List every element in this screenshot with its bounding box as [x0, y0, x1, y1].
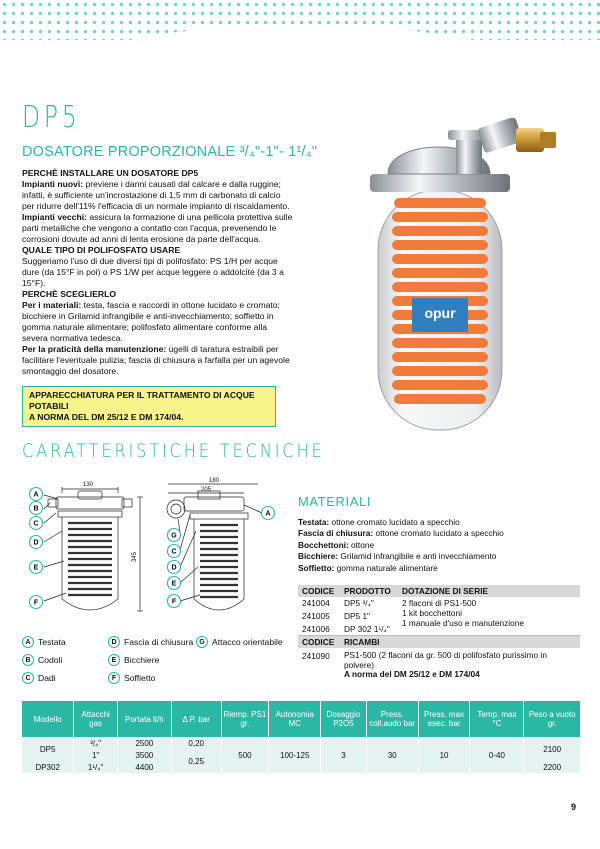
legend-item-a: A Testata — [22, 636, 66, 648]
description-text — [22, 168, 294, 377]
callout-b — [30, 502, 43, 515]
code-cell: 241004 — [302, 598, 330, 608]
legend-item-d: D Fascia di chiusura — [108, 636, 193, 648]
dim-205: 205 — [200, 487, 212, 493]
callout-d-left — [30, 536, 43, 549]
svg-text:B: B — [33, 505, 39, 513]
svg-text:E: E — [33, 564, 39, 572]
svg-text:C: C — [33, 520, 39, 528]
codes-header: CODICE PRODOTTO DOTAZIONE DI SERIE — [298, 585, 580, 597]
page-number: 9 — [571, 802, 577, 812]
product-cell: DP 302 1¹/₄" — [344, 624, 390, 634]
callout-g — [168, 529, 181, 542]
heading-why-install: PERCHÈ INSTALLARE UN DOSATORE DP5 — [22, 168, 199, 178]
svg-text:E: E — [171, 580, 177, 588]
codes-table — [298, 585, 580, 684]
paragraph-new-systems: Impianti nuovi: previene i danni causati dal calcare e dalla ruggine; infatti, è sufficiente un'incrostazione di 1,5 mm di carbonato di calcio per ridurre dell'11% l'efficacia di un normale impianto di riscaldamento. — [22, 179, 290, 211]
spec-header: Dosaggio P2O5 — [321, 701, 367, 737]
svg-text:A: A — [265, 510, 271, 518]
materials-title: MATERIALI — [298, 494, 372, 509]
paragraph-materials: Per i materiali: testa, fascia e raccordi in ottone lucidato e cromato; bicchiere in Grilamid infrangibile e anti-invecchiamento; soffietto in gomma naturale alimentare; polifosfato alimentare conforme alla severa normativa tedesca. — [22, 300, 280, 343]
callout-c-left — [30, 517, 43, 530]
callout-f-right — [168, 595, 181, 608]
callout-a-left — [30, 488, 43, 501]
spares-header: CODICE RICAMBI — [298, 636, 580, 648]
materials-list — [298, 517, 588, 574]
material-head: Testata: ottone cromato lucidato a specchio — [298, 517, 460, 527]
legend-item-e: E Bicchiere — [108, 654, 159, 666]
product-cell: DP5 1" — [344, 611, 371, 621]
spec-header: Peso a vuoto gr. — [524, 701, 580, 737]
callout-f-left — [30, 596, 43, 609]
paragraph-maintenance: Per la praticità della manutenzione: ugelli di taratura estraibili per facilitare l'eventuale pulizia; fascia di chiusura a farfalla per un agevole smontaggio del dosatore. — [22, 344, 290, 376]
spares-row: 241090 PS1-500 (2 flaconi da gr. 500 di polifosfato purissimo in polvere) A norma del DM 25/12 e DM 174/04 — [302, 650, 547, 680]
spec-header: Modello — [22, 701, 74, 737]
dim-130: 130 — [82, 482, 94, 488]
callout-c-right — [168, 545, 181, 558]
spec-header: Autonomia MC — [269, 701, 321, 737]
potable-water-notice: APPARECCHIATURA PER IL TRATTAMENTO DI ACQUE POTABILI A NORMA DEL DM 25/12 E DM 174/04. — [22, 386, 276, 427]
spec-header: Temp. max °C — [470, 701, 524, 737]
code-cell: 241006 — [302, 624, 330, 634]
callout-d-right — [168, 561, 181, 574]
spec-header: Portata lt/h — [117, 701, 171, 737]
spec-header: Press. coll.audo bar — [366, 701, 418, 737]
spec-header: Press. max esec. bar — [418, 701, 470, 737]
material-bellows: Soffietto: gomma naturale alimentare — [298, 562, 438, 573]
legend-item-f: F Soffietto — [108, 672, 155, 684]
svg-text:A: A — [33, 491, 39, 499]
svg-text:F: F — [33, 599, 39, 607]
callout-a-right — [262, 507, 275, 520]
paragraph-polyphosphate: Suggeriamo l'uso di due diversi tipi di polifosfato: PS 1/H per acque dure (da 15°F in poi) o PS 1/W per acque leggere o addolcite (da 3 a 15°F). — [22, 256, 284, 288]
svg-text:G: G — [171, 532, 177, 540]
product-cell: DP5 ³/₄" — [344, 598, 374, 608]
technical-section-title: CARATTERISTICHE TECNICHE — [22, 440, 325, 462]
material-band: Fascia di chiusura: ottone cromato lucidato a specchio — [298, 528, 504, 539]
brand-logo: opur — [424, 305, 456, 321]
svg-text:D: D — [33, 539, 39, 547]
closing-band — [370, 174, 510, 192]
codes-product-rows — [298, 597, 580, 636]
legend-item-g: G Attacco orientabile — [196, 636, 283, 648]
technical-drawing — [18, 475, 288, 635]
paragraph-old-systems: Impianti vecchi: assicura la formazione di una pellicola protettiva sulle parti metalliche che vengono a contatto con l'acqua, prevenendo le corrosioni dovute ad anni di lenta erosione da parte dell'acqua. — [22, 212, 293, 244]
svg-text:C: C — [171, 548, 177, 556]
spec-header: Δ P. bar — [171, 701, 221, 737]
callout-e-right — [168, 577, 181, 590]
legend-item-c: C Dadi — [22, 672, 56, 684]
callout-e-left — [30, 561, 43, 574]
spec-header: Attacchi gas — [74, 701, 118, 737]
code-cell: 241005 — [302, 611, 330, 621]
decorative-header-band — [0, 0, 600, 74]
dim-345: 345 — [132, 551, 138, 563]
page-subtitle: DOSATORE PROPORZIONALE ³/₄"-1"- 1¹/₄" — [22, 144, 318, 160]
spec-header: Riemp. PS1 gr. — [221, 701, 269, 737]
material-fittings: Bocchettoni: ottone — [298, 539, 375, 550]
heading-polyphosphate: QUALE TIPO DI POLIFOSFATO USARE — [22, 245, 181, 255]
table-row: DP302 1¹/₄" 4400 2200 — [22, 761, 580, 773]
svg-text:D: D — [171, 564, 177, 572]
specifications-table — [22, 701, 580, 773]
svg-text:F: F — [171, 598, 177, 606]
page-title: DP5 — [22, 100, 81, 135]
product-photo — [330, 118, 580, 438]
supply-cell: 2 flaconi di PS1-500 1 kit bocchettoni 1 manuale d'uso e manutenzione — [402, 598, 524, 628]
table-row: 1" 3500 0,25 — [22, 749, 580, 761]
brass-fitting — [516, 128, 544, 152]
legend-item-b: B Codoli — [22, 654, 62, 666]
heading-why-choose: PERCHÈ SCEGLIERLO — [22, 289, 117, 299]
dim-180: 180 — [208, 478, 220, 484]
material-bowl: Bicchiere: Grilamid infrangibile e anti invecchiamento — [298, 551, 497, 562]
table-row: DP5 ³/₄" 2500 0,20 500 100-125 3 30 10 0-40 2100 — [22, 737, 580, 749]
